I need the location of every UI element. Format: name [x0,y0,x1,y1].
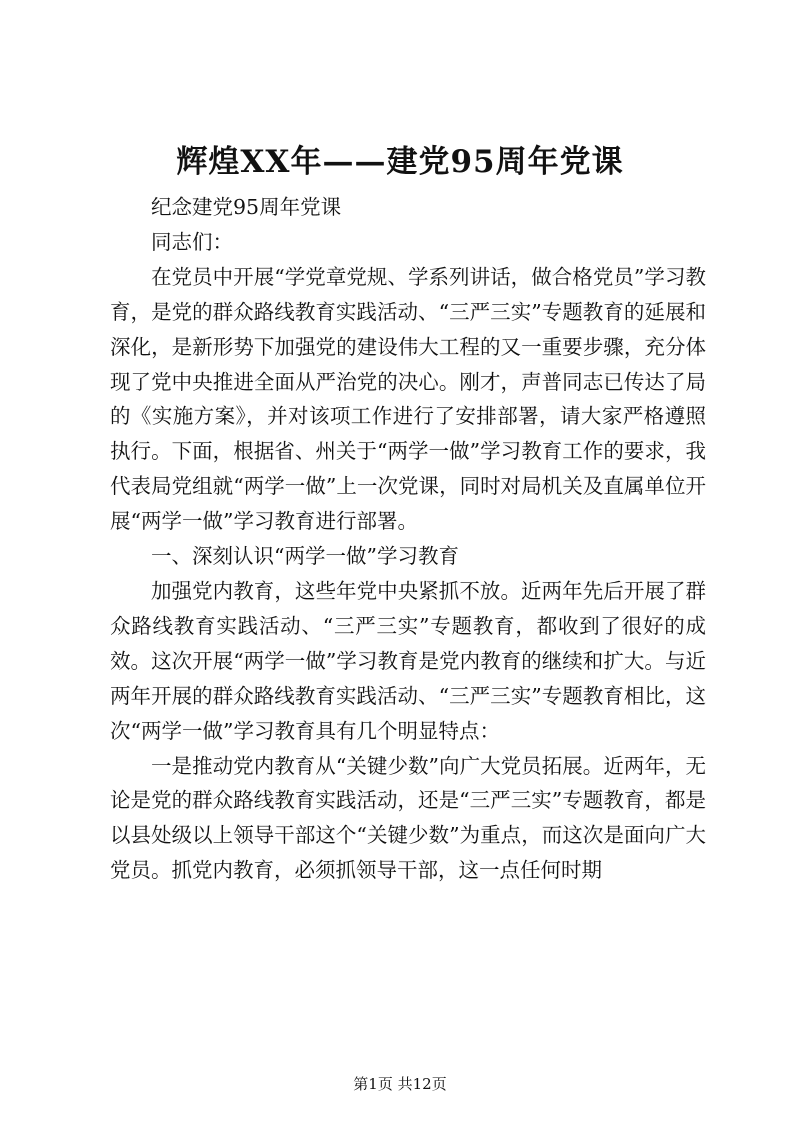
body-paragraph: 加强党内教育，这些年党中央紧抓不放。近两年先后开展了群众路线教育实践活动、“三严三实”专题教育，都收到了很好的成效。这次开展“两学一做”学习教育是党内教育的继续和扩大。与近两年开展的群众路线教育实践活动、“三严三实”专题教育相比，这次“两学一做”学习教育具有几个明显特点： [110,578,706,743]
subtitle-paragraph: 纪念建党95周年党课 [151,195,342,219]
salutation-paragraph: 同志们： [151,229,233,254]
body-paragraph: 在党员中开展“学党章党规、学系列讲话，做合格党员”学习教育，是党的群众路线教育实践活动、“三严三实”专题教育的延展和深化，是新形势下加强党的建设伟大工程的又一重要步骤，充分体现了党中央推进全面从严治党的决心。刚才，声普同志已传达了局的《实施方案》，并对该项工作进行了安排部署，请大家严格遵照执行。下面，根据省、州关于“两学一做”学习教育工作的要求，我代表局党组就“两学一做”上一次党课，同时对局机关及直属单位开展“两学一做”学习教育进行部署。 [110,264,706,534]
document-body [110,190,706,888]
body-paragraph: 一是推动党内教育从“关键少数”向广大党员拓展。近两年，无论是党的群众路线教育实践活动，还是“三严三实”专题教育，都是以县处级以上领导干部这个“关键少数”为重点，而这次是面向广大党员。抓党内教育，必须抓领导干部，这一点任何时期 [110,753,706,883]
page-number-footer: 第1页 共12页 [353,1075,447,1093]
document-title: 辉煌XX年——建党95周年党课 [176,144,624,180]
section-heading: 一、深刻认识“两学一做”学习教育 [151,544,459,569]
